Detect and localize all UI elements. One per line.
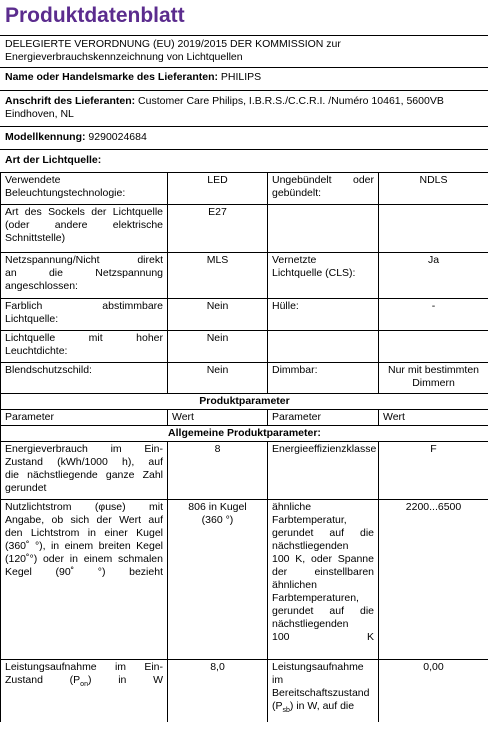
column-header: Wert [168, 410, 268, 426]
color-temperature-label: ähnliche Farbtemperatur, gerundet auf die nächstliegenden 100 K, oder Spanne der einstellbaren ähnlichen Farbtemperaturen, gerundet auf die nächstliegenden 100 K [268, 500, 379, 660]
row-label-2: Ungebündelt oder gebündelt: [268, 173, 379, 205]
row-label: Art des Sockels der Lichtquelle (oder andere elektrische Schnittstelle) [1, 205, 168, 253]
color-temperature-value: 2200...6500 [379, 500, 488, 660]
table-row [1, 253, 488, 299]
row-label-2: Vernetzte Lichtquelle (CLS): [268, 253, 379, 299]
supplier-name-label: Name oder Handelsmarke des Lieferanten: [5, 71, 218, 83]
section-row [1, 394, 488, 410]
luminous-flux-label: Nutzlichtstrom (φuse) mit Angabe, ob sich der Wert auf den Lichtstrom in einer Kugel (360˚ °), in einem breiten Kegel (120˚°) oder in einem schmalen Kegel (90˚ °) bezieht [1, 500, 168, 660]
on-mode-power-label: Leistungsaufnahme im Ein- Zustand $(P_{on})$ in W [1, 660, 168, 722]
supplier-name-row [5, 71, 483, 84]
luminous-flux-value: 806 in Kugel (360 °) [168, 500, 268, 660]
row-value-2 [379, 205, 488, 253]
light-source-type-label: Art der Lichtquelle: [5, 154, 102, 166]
row-label: Netzspannung/Nicht direkt an die Netzspannung angeschlossen: [1, 253, 168, 299]
row-value: E27 [168, 205, 268, 253]
row-label: Lichtquelle mit hoher Leuchtdichte: [1, 331, 168, 363]
standby-power-label: Leistungsaufnahme im Bereitschaftszustand $(P_{sb})$ in W, auf die [268, 660, 379, 722]
row-label: Blendschutzschild: [1, 363, 168, 394]
section-title: Produktparameter [1, 394, 488, 410]
table-row [1, 173, 488, 205]
regulation-reference [5, 38, 483, 64]
table-row [1, 442, 488, 500]
divider [0, 126, 488, 127]
supplier-address-value: Customer Care Philips, I.B.R.S./C.C.R.I. /Numéro 10461, 5600VB [138, 95, 444, 107]
table-row [1, 363, 488, 394]
row-label-2 [268, 331, 379, 363]
product-data-table [0, 172, 488, 722]
energy-consumption-value: 8 [168, 442, 268, 500]
table-row [1, 500, 488, 660]
regulation-line-2: Energieverbrauchskennzeichnung von Lichtquellen [5, 51, 243, 63]
regulation-line-1: DELEGIERTE VERORDNUNG (EU) 2019/2015 DER KOMMISSION zur [5, 38, 341, 50]
title-bar [0, 0, 488, 36]
table-row [1, 331, 488, 363]
row-label: Farblich abstimmbare Lichtquelle: [1, 299, 168, 331]
supplier-address-label: Anschrift des Lieferanten: [5, 95, 136, 107]
row-value: Nein [168, 331, 268, 363]
row-label: Verwendete Beleuchtungstechnologie: [1, 173, 168, 205]
supplier-address-value-line2: Eindhoven, NL [5, 108, 74, 120]
on-mode-power-value: 8,0 [168, 660, 268, 722]
efficiency-class-value: F [379, 442, 488, 500]
column-header: Wert [379, 410, 488, 426]
column-header: Parameter [268, 410, 379, 426]
divider [0, 67, 488, 68]
section-row [1, 426, 488, 442]
section-title: Allgemeine Produktparameter: [1, 426, 488, 442]
row-value: LED [168, 173, 268, 205]
header-row [1, 410, 488, 426]
divider [0, 90, 488, 91]
model-row [5, 131, 483, 144]
light-source-type-row [5, 154, 483, 167]
page-title: Produktdatenblatt [5, 4, 185, 27]
row-value-2 [379, 331, 488, 363]
divider [0, 149, 488, 150]
row-value-2: - [379, 299, 488, 331]
table-row [1, 660, 488, 722]
row-label-2 [268, 205, 379, 253]
supplier-address-row [5, 95, 483, 121]
model-label: Modellkennung: [5, 131, 86, 143]
standby-power-value: 0,00 [379, 660, 488, 722]
row-label-2: Dimmbar: [268, 363, 379, 394]
column-header: Parameter [1, 410, 168, 426]
row-value: Nein [168, 299, 268, 331]
model-value: 9290024684 [88, 131, 147, 143]
row-value-2: NDLS [379, 173, 488, 205]
row-label-2: Hülle: [268, 299, 379, 331]
row-value: MLS [168, 253, 268, 299]
table-row [1, 205, 488, 253]
row-value-2: Ja [379, 253, 488, 299]
table-row [1, 299, 488, 331]
efficiency-class-label: Energieeffizienzklasse [268, 442, 379, 500]
row-value: Nein [168, 363, 268, 394]
row-value-2: Nur mit bestimmten Dimmern [379, 363, 488, 394]
supplier-name-value: PHILIPS [220, 71, 262, 83]
energy-consumption-label: Energieverbrauch im Ein- Zustand (kWh/1000 h), auf die nächstliegende ganze Zahl gerundet [1, 442, 168, 500]
